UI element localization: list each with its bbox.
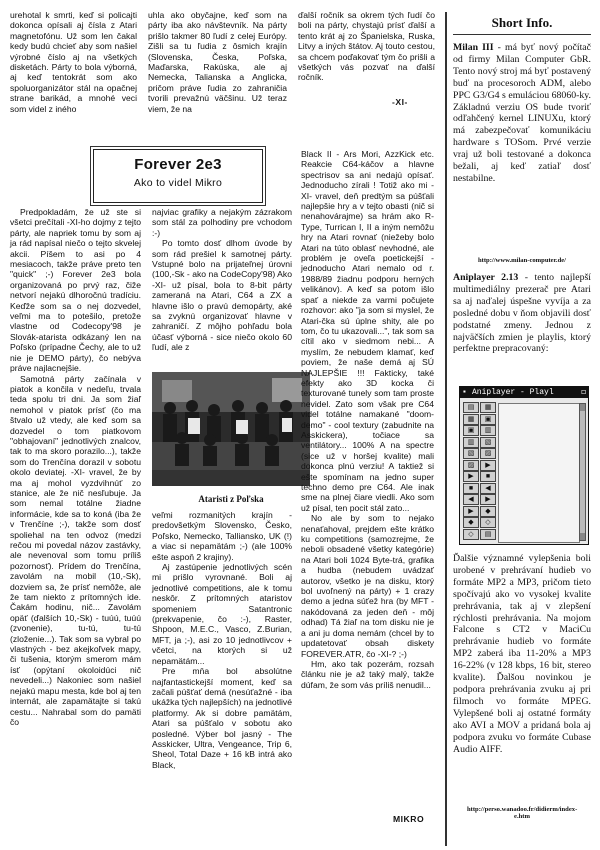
milan-url: http://www.milan-computer.de/ [477, 257, 567, 264]
milan-news [453, 42, 591, 185]
playlist-control-button: ▤ [480, 529, 496, 540]
playlist-control-button: ▦ [480, 402, 496, 413]
main-article-paragraph: Pre mňa bol absolútne najfantastickejší moment, keď sa začali púšťať demá (nesúťažné - iba ukážka tých najlepších) na jednotlivé platformy. Ak si dobre pamätám, Atari sa púšťalo v sobotu ako posledné. Výber bol jasný - The Asskicker, Ultra, Vengeance, Trip 6, Sheol, Total Daze + 16 kB intrá ako Black, [152, 666, 292, 770]
article-banner [93, 149, 263, 203]
main-article-paragraph: Po tomto dosť dlhom úvode by som rád prešiel k samotnej párty. Vstupné bolo na prijateľnej úrovni (100,-Sk - ako na CodeCopy'98) Ako -XI- už písal, bola to 8-bit párty zameraná na Atari, C64 a ZX a hlavne išlo o pravú demopárty, aké sa zvyknú organizovať hlavne v zahraničí. Z môjho pohľadu bola účasť výborná - sice niečo okolo 60 ľudí, ale z [152, 238, 292, 353]
aniplayer-news-title: Aniplayer 2.13 [453, 272, 519, 283]
aniplayer-window-titlebar [460, 387, 588, 398]
main-article-signature: MIKRO [393, 814, 425, 824]
playlist-control-button: ▥ [480, 425, 496, 436]
main-article-paragraph: Hm, ako tak pozerám, rozsah článku nie je až taký malý, takže dúfam, že som vás príliš nenudil... [301, 658, 434, 690]
main-article-col2 [152, 207, 292, 353]
main-article-col1 [10, 207, 141, 727]
playlist-control-button: ▶ [480, 494, 496, 505]
photo-caption: Ataristi z Poľska [198, 494, 264, 504]
playlist-control-button: ◀ [480, 483, 496, 494]
main-article-paragraph: Predpokladám, že už ste si všetci prečítali -XI-ho dojmy z tejto párty, ale napriek tomu by som aj ja rád napísal niečo o tejto skvelej akcii. Píšem to asi po 4 mesiacoch, takže práve preto ten "quick" ;-) Forever 2e3 bola organizovaná po prvý raz, čiže netvorí nejakú dlhoročnú tradíciu. Keďže som sa o nej dozvedel, veľmi ma to potešilo, pretože vlastne od Codecopy'98 je Slovák-atarista odkázaný len na Poľsko (prípadne Čechy, ale to už nie je DEMO párty), čo nebýva práve najlacnejšie. [10, 207, 141, 374]
group-photo [152, 372, 310, 486]
playlist-control-button: ▶ [463, 506, 479, 517]
main-article-paragraph: No ale by som to nejako nenaťahoval, prejdem ešte krátko ku competitions (samozrejme, že neboli obsadené všetky kategórie) na Atari boli 1024 Byte-trá, grafika a hudba (nebudem uvádzať autorov, všetko je na disku, ktorý bol uvoľnený na párty) + 1 crazy demo a jedna súťež hra (by MFT - nakódovaná za jeden deň - môj odhad) Tá žiaľ na tom disku nie je a ani ju doma nemám (chcel by to updatetovať obsah diskety FOREVER.ATR, čo -XI-? ;-) [301, 513, 434, 659]
main-article-paragraph: najviac grafiky a nejakým zázrakom som stál za polhodiny pre vchodom :-) [152, 207, 292, 238]
top-article-signature: -XI- [392, 97, 408, 107]
aniplayer-news-more [453, 553, 591, 755]
main-article-paragraph: veľmi rozmanitých krajín - predovšetkým Slovensko, Česko, Poľsko, Nemecko, Talliansko, UK (!) a viac si nepamätám ;-) (ale 100% ešte aspoň 2 krajiny). [152, 510, 292, 562]
group-photo-image [152, 372, 310, 486]
playlist-control-button: ▶ [463, 471, 479, 482]
aniplayer-news-more-text: Ďalšie významné vylepšenia boli urobené v prehrávaní hudieb vo formáte MP2 a MP3, pričom tieto spočívajú ako vo vysokej kvalite prehrávania, tak aj v zlepšení rýchlosti prehrávania. Na mojom Falcone s CT2 v MaciCu prehrávanie hudieb vo formáte MP2 zaberá iba 11-20% a MP3 16-22% (v 128 kbps, 16 bit, stereo kvalite). Ďalšou novinkou je podpora prehrávania zvuku aj pri filmoch vo formáte MPEG. Vylepšené boli aj ostatné formáty ako AVI a MOV a pridaná bola aj podpora zvuku vo formáte Cubase Audio AIFF. [453, 553, 591, 755]
aniplayer-playlist-window [459, 386, 589, 545]
top-article-col2-text: uhla ako obyčajne, keď som na párty iba ako návštevník. Na párty prišlo takmer 80 ľudí z celej Európy. Zišli sa tu ľudia z ôsmich krajín (Slovenska, Česka, Poľska, Maďarska, Rakúska, ale aj Nemecka, Talianska a Anglicka, pričom práve ľudia zo zahraničia tvorili prevažnú väčšinu. Už teraz viem, že na [148, 10, 287, 114]
top-article-col3 [298, 10, 435, 83]
playlist-control-button: ◇ [463, 529, 479, 540]
milan-news-title: Milan III [453, 42, 494, 53]
playlist-control-button: ▧ [463, 448, 479, 459]
aniplayer-news [453, 272, 591, 355]
top-article-col3-text: ďalší ročník sa okrem tých ľudí čo boli na párty, chystajú prísť ďalší a tento krát aj zo Španielska, Ruska, Litvy a iných štátov. Aj touto cestou, sa chcem poďakovať tým čo prišli a všetkých vás pozvať na ďalší ročník. [298, 10, 435, 83]
milan-news-text: - má byť nový počítač od firmy Milan Computer GbR. Tento nový stroj má byť postavený buď na procesoroch ADM, alebo PPC G3/G4 s emuláciou 68060-ky. Základnú verziu OS bude tvoriť odľahčený kernel LINUXu, ktorý má zabezpečovať komunikáciu hardware s TOSom. Prvé verzie vraj už boli testované a dokonca bežali, aj keď zatiaľ dosť nestabilne. [453, 42, 591, 184]
scroll-up-arrow-icon [580, 404, 585, 411]
top-article-col2 [148, 10, 287, 114]
playlist-control-button: ▥ [463, 437, 479, 448]
main-article-col2-bottom [152, 510, 292, 770]
playlist-scrollbar [579, 403, 586, 541]
fullscreen-icon: ◻ [581, 388, 586, 397]
top-article-col1-text: urehotal k smrti, keď si policajti dokonca opísali aj čísla z Atari magnetofónu. Už som len čakal kedy budú chcieť aby som našiel výrobné číslo aj na všetkých disketách. Párty to bola výborná, aj keď tentokrát som ako spoluorganizátor stál na opačnej strane barikád, a mnohé veci som videl z iného [10, 10, 137, 114]
top-article-col1 [10, 10, 137, 114]
sidebar-heading: Short Info. [491, 15, 553, 30]
playlist-control-button: ▤ [463, 402, 479, 413]
playlist-control-button: ■ [480, 471, 496, 482]
playlist-control-button: ◀ [463, 494, 479, 505]
scroll-down-arrow-icon [580, 533, 585, 540]
playlist-control-button: ◆ [463, 517, 479, 528]
main-article-col3 [301, 149, 434, 690]
playlist-control-button: ▶ [480, 460, 496, 471]
playlist-control-button: ◆ [480, 506, 496, 517]
playlist-control-button: ◇ [480, 517, 496, 528]
main-article-paragraph: Samotná párty začínala v piatok a končila v nedeľu, trvala teda spolu tri dni. Ja som žiaľ nemohol v piatok prísť (čo ma štvalo už vtedy, ale keď som sa dozvedel o tom piatkovom "obhajovaní" jednotlivých znalcov, tak to ma skoro porazilo...), takže som do Trenčína dorazil v sobotu okolo deviatej. -XI- vravel, že by ma aj mohol vyzdvihnúť zo stanice, ale že nič nesľubuje. Ja som nemal totálne žiadne informácie, kde sa to koná (iba že v Trenčíne ;-), takže som dosť spoliehal na ten odvoz (medzi rečou mi povedal názov zastávky, ale nevenoval som tomu príliš pozornosť). Prídem do Trenčína, zavolám na mobil (10,-Sk), dozviem sa, že prísť nemôže, ale že tam niekto z prítomných ide. Čakám hodinu, nič... Zavolám opäť (ďalších 10,-Sk) - tuúú, tuúú (zvonenie), tu-tú, tu-tú (zloženie...). Tak som sa vybral po vlastných - bez akejkoľvek mapy, či tušenia, ktorým smerom mám ísť (opýtaní okoloidúci nič nevedeli...) Nakoniec som našiel nejakú mapu mesta, kde bol aj ten internát, ale zapamätajte si takú cestu... Nahrabal som do pamäti čo [10, 373, 141, 727]
playlist-control-button: ▨ [480, 448, 496, 459]
playlist-control-button: ▧ [480, 437, 496, 448]
main-article-paragraph: Aj zastúpenie jednotlivých scén mi prišlo vyrovnané. Boli aj jednotlivé competitions, ale k tomu neskôr. Z prítomných ataristov spomeniem Satantronic (prekvapenie, čo :-), Raster, Shpoon, M.E.C., Vasco, Z.Burian, MFT, ja ;-), asi zo 10 jednotlivcov + včetci, na ktorých si už nepamätám... [152, 562, 292, 666]
aniplayer-url: http://perso.wanadoo.fr/didierm/index-e.htm [467, 806, 578, 820]
article-title: Forever 2e3 [134, 156, 222, 173]
article-subtitle: Ako to videl Mikro [133, 177, 223, 189]
main-article-paragraph: Black II - Ars Mori, AzzKick etc. Reakcie C64-káčov a hlavne spectrisov sa ani nedajú opísať. Jednoducho zírali ! Totiž ako mi -XI- vravel, deň predtým sa púšťali najlepšie hry a v tejto obasti (nič si nenahovárajme) sa hrám ako R-Type, Turrican I, II a iným nemôžu hry na Atari rovnať (niežeby bolo Atari na túto oblasť nevhodné, ale problém je oveľa poetickejší - jednoducho Atari nemalo od r. 1988/89 žiadnu podporu herných velikánov). A keď sa potom išlo spať a niekde za varmi počujete rozhovor: ako "ja som si myslel, že Atari-čka sú úplne shity, ale po tom, čo tu ukazovali...", tak som sa cítil ako v siedmom nebi... A myslím, že nebudem klamať, keď poviem, že naše demá aj SÚ NAJLEPŠIE !!! Fakticky, také efekty ako 3D kocka či texturované tunely som tam proste nevidel. Zato som však pre C64 videl totálne namakané "doom-demo" - cool textury (zabudnite na Asskickera), točiace sa ventilátory... 100% A na spectre (sice už v horšej kvalite) mali dokonca plnú verziu! A taktiež si ešte spomínam na jedno super techno demo pre C64. Ale inak sme na plnej čiare viedli. Ako som už písal, ten pocit stál zato... [301, 149, 434, 513]
close-icon: ▪ [462, 388, 467, 397]
playlist-control-button: ■ [463, 483, 479, 494]
aniplayer-news-text: - tento najlepší multimediálny prezerač pre Atari sa aj naďalej úspešne vyvíja a za posledné dobu v ňom objavili dosť podstatné zmeny. Jednou z najväčších zmien je playlis, ktorý perfektne prepracovaný: [453, 272, 591, 355]
playlist-control-button: ▦ [463, 414, 479, 425]
playlist-control-button: ▣ [480, 414, 496, 425]
playlist-area [498, 403, 580, 543]
playlist-control-button: ▣ [463, 425, 479, 436]
playlist-control-button: ▨ [463, 460, 479, 471]
aniplayer-window-title: Aniplayer - Playl [472, 388, 554, 397]
sidebar-heading-box [453, 14, 591, 35]
